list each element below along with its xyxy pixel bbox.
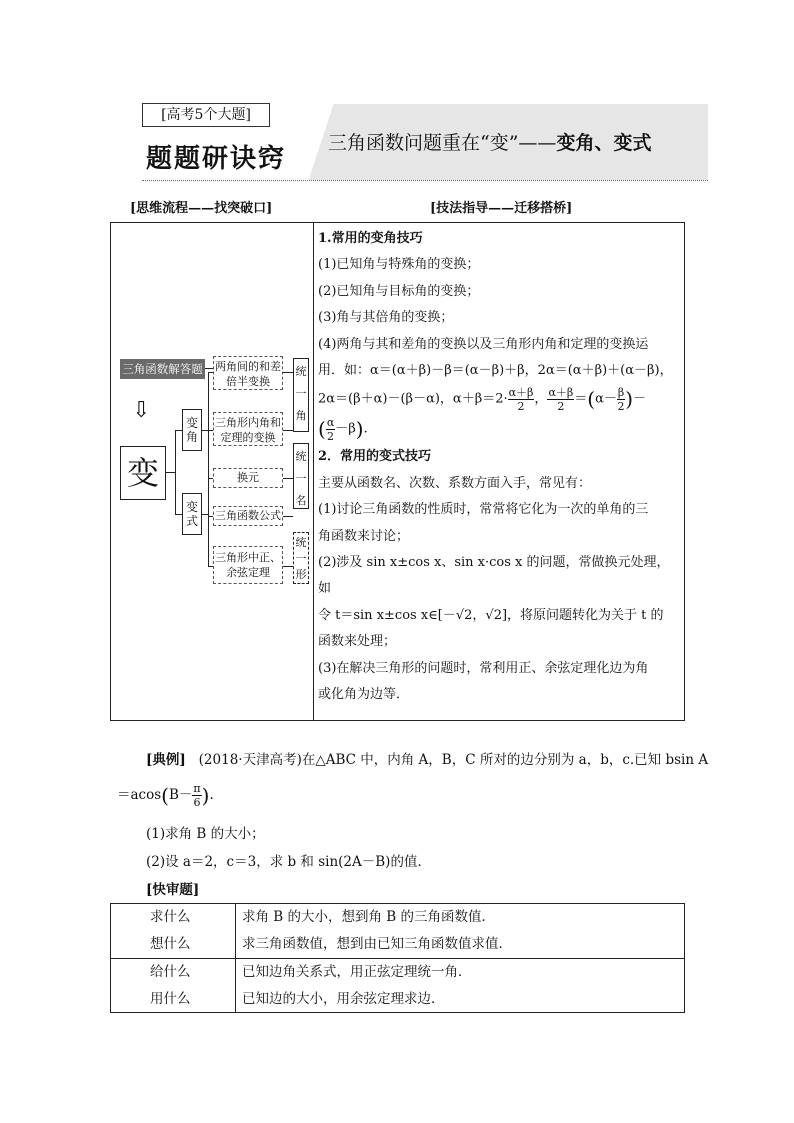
branch-form: 变式	[182, 493, 202, 535]
mid-node: 三角函数公式	[213, 506, 283, 526]
technique-heading-1: 1.常用的变角技巧	[318, 231, 423, 246]
mid-node: 换元	[213, 468, 283, 488]
section-label-left: [思维流程——找突破口]	[130, 201, 273, 216]
connector	[283, 430, 293, 431]
technique-item: 角函数来讨论；	[318, 528, 410, 544]
review-key: 给什么	[150, 964, 191, 980]
diagram-root: 三角函数解答题	[120, 359, 205, 379]
technique-item: 用．如：α＝(α＋β)－β＝(α－β)＋β，2α＝(α＋β)＋(α－β)，	[318, 363, 673, 379]
connector	[283, 372, 293, 373]
diagram-core: 变	[120, 446, 166, 500]
review-value: 求三角函数值，想到由已知三角函数值求值．	[242, 936, 512, 952]
mid-node: 三角形内角和 定理的变换	[213, 412, 283, 446]
review-key: 求什么	[150, 909, 191, 925]
technique-formula: ( $\frac{\alpha}{2}$ －β).	[318, 415, 368, 443]
quick-review-label: [快审题]	[146, 882, 200, 898]
unify-form: 统一形	[293, 532, 309, 584]
technique-heading-2: 2．常用的变式技巧	[318, 449, 432, 465]
technique-item: 函数来处理；	[318, 634, 397, 650]
header-title: 题题研诀窍	[146, 144, 287, 174]
connector	[175, 430, 176, 514]
branch-angle: 变角	[182, 409, 202, 451]
connector	[283, 566, 293, 567]
technique-item: 令 t＝sin x±cos x∈[－√2，√2]，将原问题转化为关于 t 的	[318, 607, 664, 623]
example-stem: [典例] (2018·天津高考)在△ABC 中，内角 A，B，C 所对的边分别为 a，b，c.已知 bsin A	[146, 752, 709, 768]
connector	[283, 478, 293, 479]
connector	[283, 516, 293, 517]
review-key: 想什么	[150, 936, 191, 952]
technique-item: (1)讨论三角函数的性质时，常常将它化为一次的单角的三	[318, 502, 649, 518]
mid-node: 三角形中正、 余弦定理	[213, 546, 283, 584]
review-table-divider	[110, 958, 685, 959]
technique-item: (3)在解决三角形的问题时，常利用正、余弦定理化边为角	[318, 660, 649, 676]
technique-item: (1)已知角与特殊角的变换；	[318, 257, 480, 273]
header-subtitle: 三角函数问题重在“变”——变角、变式	[328, 132, 652, 154]
review-value: 已知边的大小，用余弦定理求边．	[242, 991, 445, 1007]
review-value: 求角 B 的大小，想到角 B 的三角函数值．	[242, 909, 496, 925]
technique-text	[318, 226, 680, 709]
unify-angle: 统一角	[293, 358, 309, 432]
connector	[208, 372, 209, 478]
connector	[208, 478, 209, 566]
technique-item: (2)已知角与目标角的变换；	[318, 283, 480, 299]
technique-item: (4)两角与其和差角的变换以及三角形内角和定理的变换运	[318, 336, 649, 352]
header-divider	[142, 180, 708, 181]
method-table-divider	[313, 222, 314, 721]
technique-item: (2)涉及 sin x±cos x、sin x·cos x 的问题，常做换元处理，如	[318, 555, 670, 597]
unify-name: 统一名	[293, 443, 309, 509]
example-stem-cont: ＝acos(B－ $\frac{\pi}{6}$ ).	[117, 782, 214, 809]
down-arrow-icon: ⇩	[132, 398, 151, 423]
question-1: (1)求角 B 的大小；	[146, 826, 265, 842]
mid-node: 两角间的和差 倍半变换	[213, 356, 283, 390]
connector	[175, 430, 182, 431]
connector	[175, 514, 182, 515]
question-2: (2)设 a＝2，c＝3，求 b 和 sin(2A－B)的值．	[146, 854, 431, 870]
technique-item: 或化角为边等．	[318, 687, 410, 703]
section-label-right: [技法指导——迁移搭桥]	[430, 201, 573, 216]
technique-item: 主要从函数名、次数、系数方面入手，常见有：	[318, 475, 592, 491]
review-key: 用什么	[150, 991, 191, 1007]
technique-item: (3)角与其倍角的变换；	[318, 310, 454, 326]
technique-formula: 2α＝(β＋α)－(β－α)，α＋β＝2· $\frac{\alpha+\beta}{2}$ ， $\frac{\alpha+\beta}{2}$ ＝(α－ $\frac{\beta}{2}$ )－	[318, 385, 647, 413]
header-tag: [高考5个大题]	[142, 103, 270, 127]
connector	[165, 472, 175, 473]
review-value: 已知边角关系式，用正弦定理统一角．	[242, 964, 472, 980]
